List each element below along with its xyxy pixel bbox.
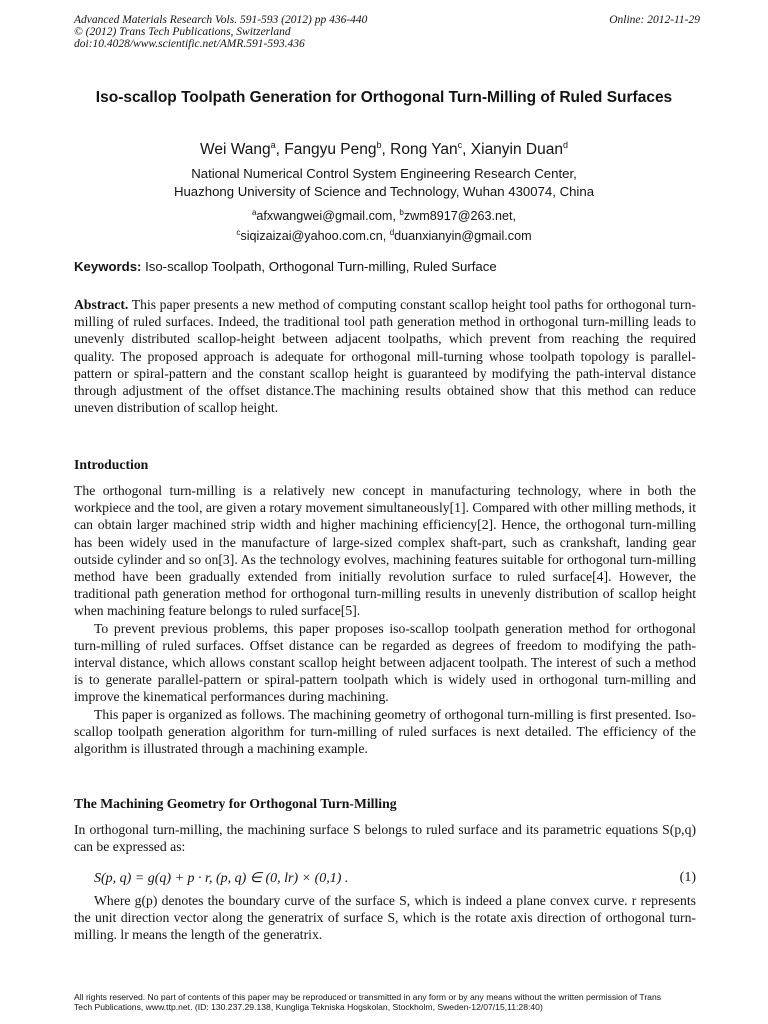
author-name: Xianyin Duan (470, 141, 563, 159)
affiliation-line: Huazhong University of Science and Technology, Wuhan 430074, China (173, 184, 595, 199)
author-emails: $^a$afxwangwei@gmail.com, $^b$zwm8917@263.net, $^c$siqizaizai@yahoo.com.cn, $^d$duanxianyin@gmail.com (236, 208, 532, 243)
paragraph: In orthogonal turn-milling, the machining surface S belongs to ruled surface and its parametric equations S(p,q) can be expressed as: (74, 822, 696, 855)
copyright-footer (74, 992, 694, 1012)
geometry-body-cont (74, 892, 696, 944)
author-mark: b (376, 140, 382, 150)
author-name: Fangyu Peng (284, 141, 377, 159)
email-link[interactable]: siqizaizai@yahoo.com.cn (240, 228, 383, 243)
author-name: Wei Wang (200, 141, 271, 159)
paragraph: This paper is organized as follows. The machining geometry of orthogonal turn-milling is first presented. Iso-scallop toolpath generation algorithm for turn-milling of ruled surfaces is next detailed. The efficiency of the algorithm is illustrated through a machining example. (74, 706, 696, 757)
online-date: Online: 2012-11-29 (609, 14, 700, 26)
keywords (74, 259, 694, 274)
section-heading-geometry: The Machining Geometry for Orthogonal Turn-Milling (74, 796, 397, 811)
author-list: Wei Wang$^a$, Fangyu Peng$^b$, Rong Yan$^c$, Xianyin Duan$^d$ (200, 140, 568, 159)
paragraph: To prevent previous problems, this paper proposes iso-scallop toolpath generation method for orthogonal turn-milling of ruled surfaces. Offset distance can be regarded as degrees of freedom to modifying the path-interval distance, which allows constant scallop height between adjacent toolpath. The interest of such a method is to generate parallel-pattern or spiral-pattern toolpath which is widely used in orthogonal turn-milling and improve the kinematical performances during machining. (74, 620, 696, 705)
author-mark: d (562, 140, 568, 150)
geometry-body (74, 821, 696, 855)
doi-line[interactable]: doi:10.4028/www.scientific.net/AMR.591-593.436 (74, 38, 305, 50)
author-mark: a (270, 140, 276, 150)
copyright-line: © (2012) Trans Tech Publications, Switzerland (74, 26, 291, 38)
equation-number: (1) (679, 870, 696, 885)
journal-citation: Advanced Materials Research Vols. 591-593 (2012) pp 436-440 (74, 14, 368, 26)
footer-line: All rights reserved. No part of contents of this paper may be reproduced or transmitted in any form or by any means without the written permission of Trans (74, 992, 662, 1002)
email-link[interactable]: duanxianyin@gmail.com (394, 228, 532, 243)
journal-header (74, 14, 700, 50)
keywords-text: Iso-scallop Toolpath, Orthogonal Turn-milling, Ruled Surface (145, 259, 497, 274)
abstract-text: This paper presents a new method of computing constant scallop height tool paths for orthogonal turn-milling of ruled surfaces. Indeed, the traditional tool path generation method in orthogonal turn-milling leads to unevenly distributed scallop-height between adjacent toolpaths, which prevent from reaching the required quality. The proposed approach is adequate for orthogonal mill-turning whose toolpath topology is parallel-pattern or spiral-pattern and the constant scallop height is guaranteed by modifying the path-interval distance through adjustment of the offset distance.The machining results obtained show that this method can reduce uneven distribution of scallop height. (74, 297, 696, 416)
abstract (74, 296, 696, 416)
affiliation (74, 165, 694, 201)
equation-text: S(p, q) = g(q) + p · r, (p, q) ∈ (0, lr) × (0,1) . (94, 871, 349, 886)
section-heading-introduction: Introduction (74, 457, 149, 472)
affiliation-line: National Numerical Control System Engineering Research Center, (191, 166, 577, 181)
author-mark: c (457, 140, 463, 150)
keywords-label: Keywords: (74, 259, 142, 274)
email-mark: d (389, 227, 395, 237)
email-link[interactable]: zwm8917@263.net (403, 209, 513, 224)
email-mark: b (399, 208, 404, 217)
abstract-label: Abstract. (74, 297, 129, 312)
introduction-body (74, 482, 696, 757)
email-mark: c (236, 227, 241, 237)
email-link[interactable]: afxwangwei@gmail.com (256, 209, 393, 224)
equation-1 (94, 870, 696, 887)
email-mark: a (251, 208, 257, 217)
paper-title: Iso-scallop Toolpath Generation for Orthogonal Turn-Milling of Ruled Surfaces (95, 89, 673, 106)
paragraph: The orthogonal turn-milling is a relatively new concept in manufacturing technology, where in both the workpiece and the tool, are given a rotary movement simultaneously[1]. Compared with other milling methods, it can obtain larger machined strip width and higher machining efficiency[2]. Hence, the orthogonal turn-milling has been widely used in the manufacture of large-sized complex shaft-part, such as crankshaft, landing gear outside cylinder and so on[3]. As the technology evolves, machining features suitable for orthogonal turn-milling method have been gradually extended from initially revolution surface to ruled surface[4]. However, the traditional path generation method for orthogonal turn-milling results in unevenly distribution of scallop height when machining feature belongs to ruled surface[5]. (74, 483, 696, 619)
footer-line: Tech Publications, www.ttp.net. (ID: 130.237.29.138, Kungliga Tekniska Hogskolan, Stockholm, Sweden-12/07/15,11:28:40) (74, 1002, 543, 1012)
paragraph: Where g(p) denotes the boundary curve of the surface S, which is indeed a plane convex curve. r represents the unit direction vector along the generatrix of surface S, which is the rotate axis direction of orthogonal turn-milling. lr means the length of the generatrix. (74, 893, 696, 943)
author-name: Rong Yan (390, 141, 458, 159)
